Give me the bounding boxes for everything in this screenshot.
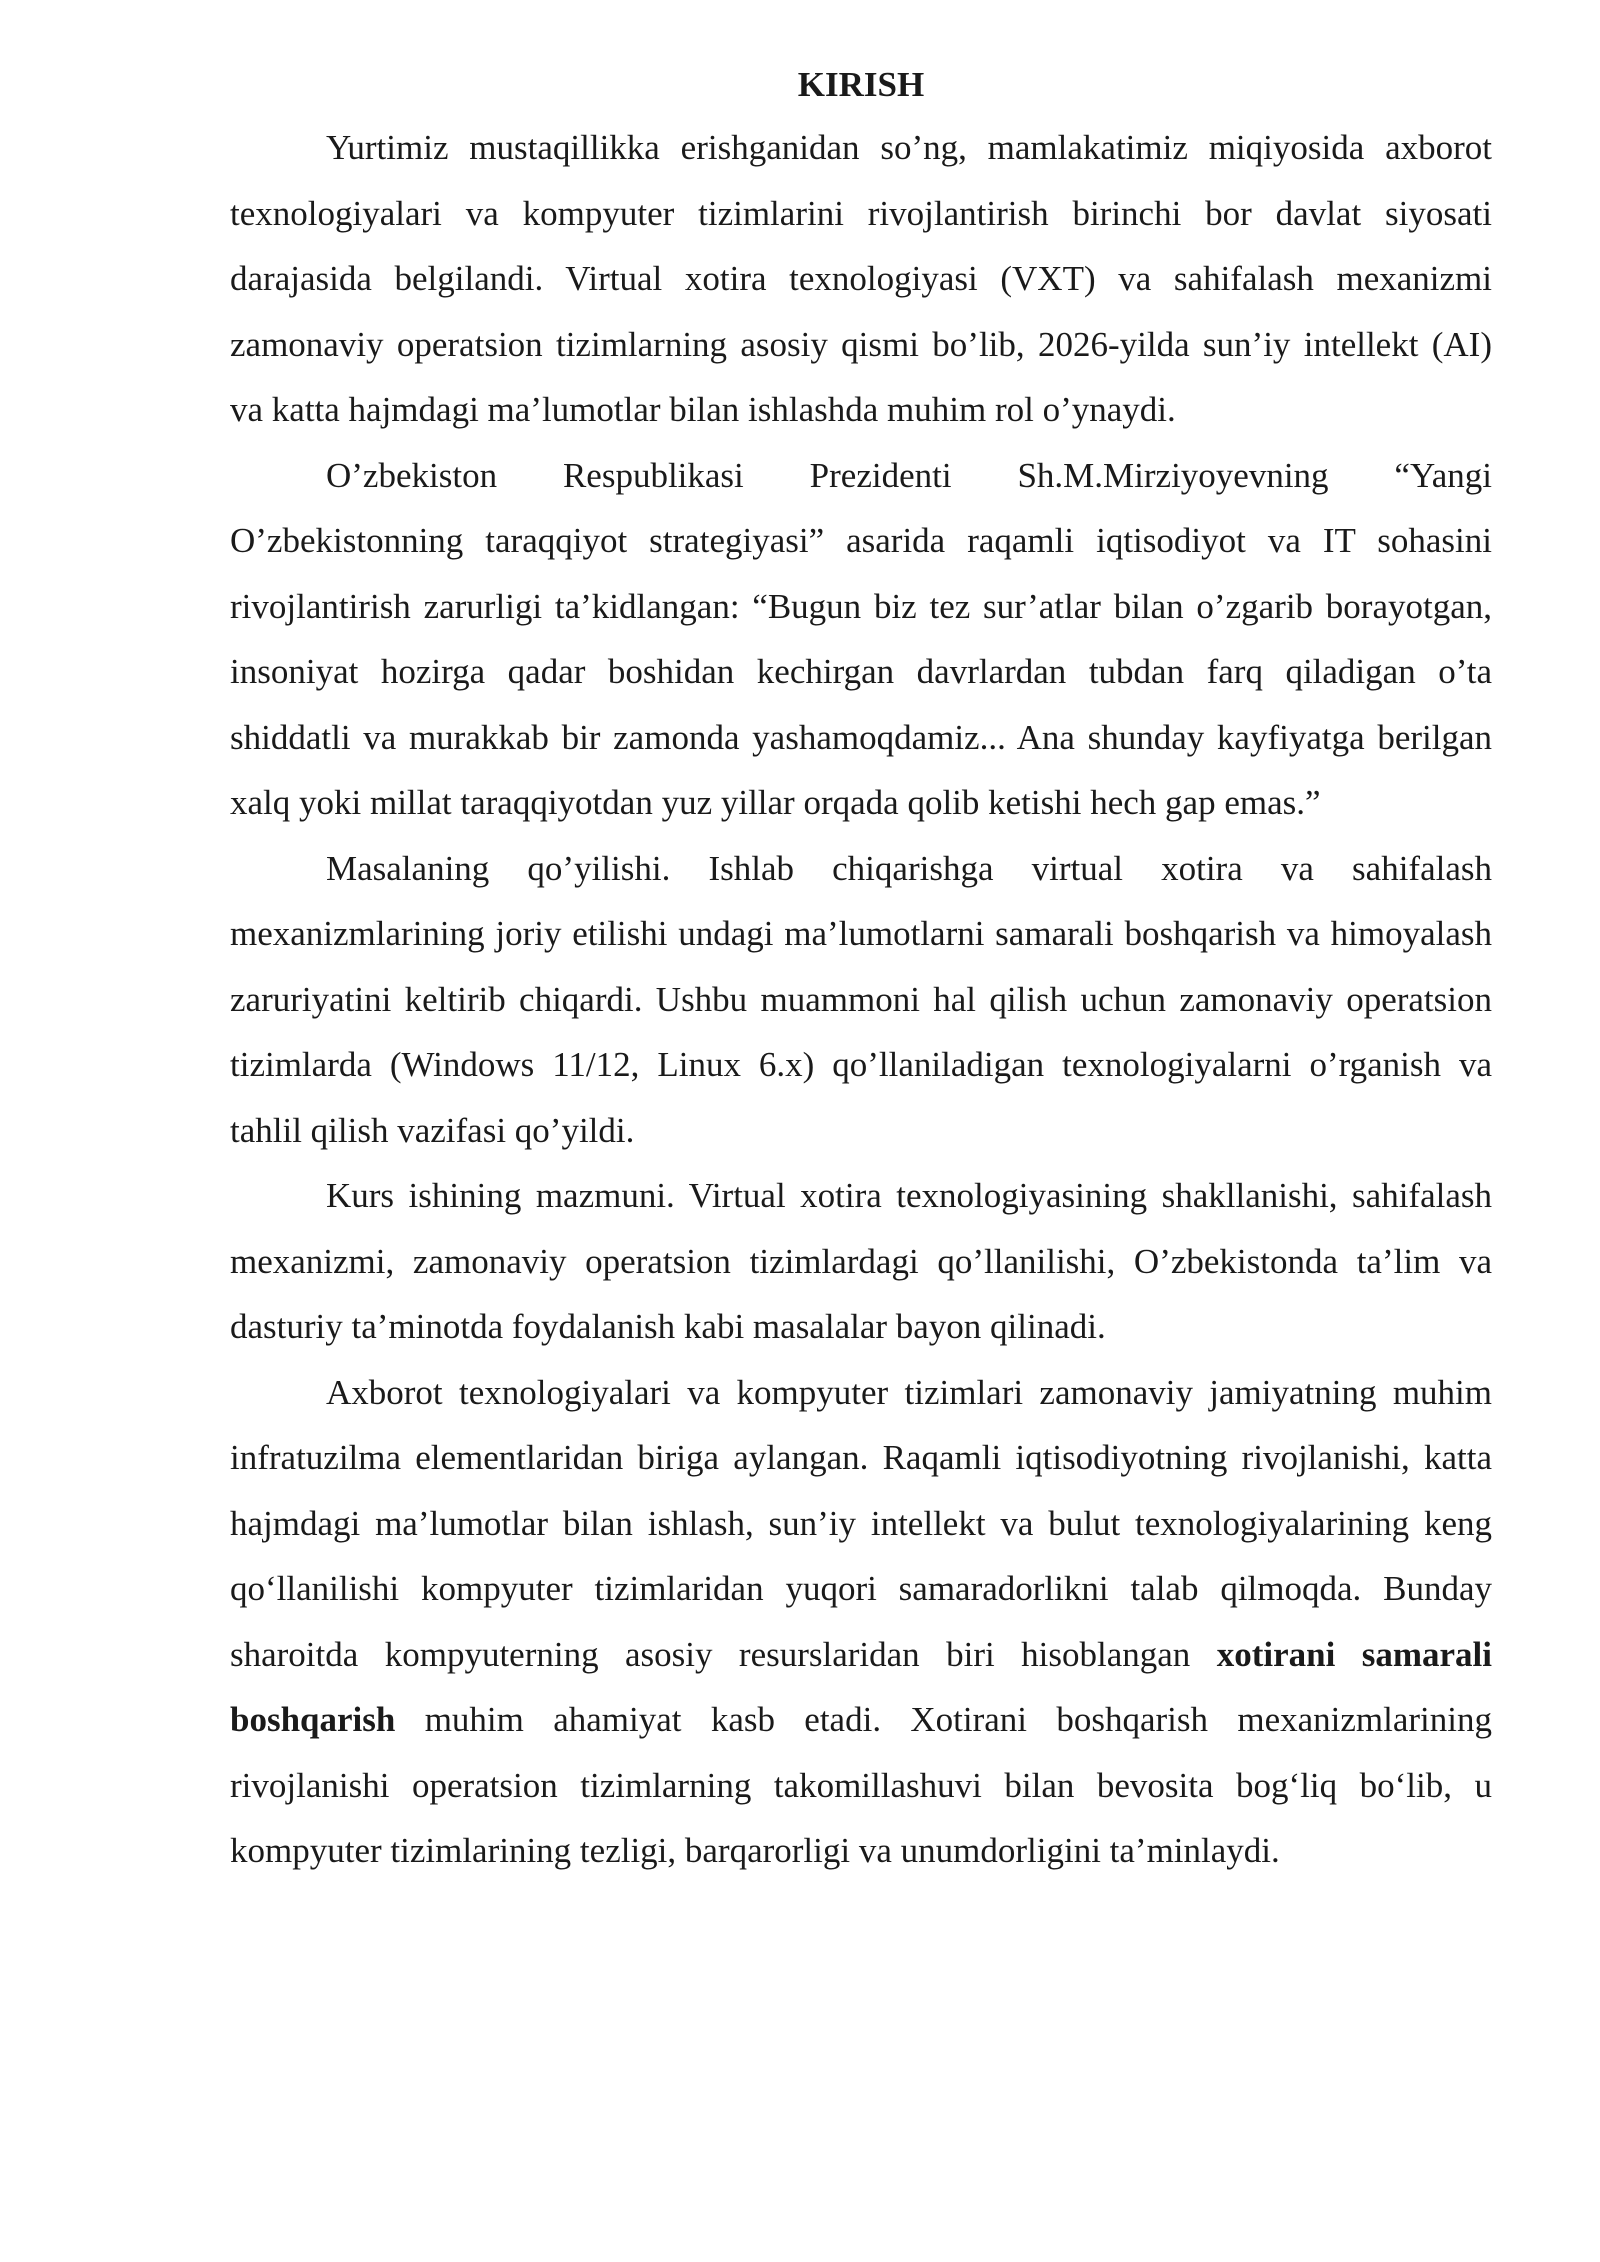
paragraph-president-quote: O’zbekiston Respublikasi Prezidenti Sh.M.Mirziyoyevning “Yangi O’zbekistonning taraqqiyot strategiyasi” asarida raqamli iqtisodiyot va IT sohasini rivojlantirish zarurligi ta’kidlangan: “Bugun biz tez sur’atlar bilan o’zgarib borayotgan, insoniyat hozirga qadar boshidan kechirgan davrlardan tubdan farq qiladigan o’ta shiddatli va murakkab bir zamonda yashamoqdamiz... Ana shunday kayfiyatga berilgan xalq yoki millat taraqqiyotdan yuz yillar orqada qolib ketishi hech gap emas.” bbox=[230, 455, 1492, 822]
paragraph-intro: Yurtimiz mustaqillikka erishganidan so’ng, mamlakatimiz miqiyosida axborot texnologiyalari va kompyuter tizimlarini rivojlantirish birinchi bor davlat siyosati darajasida belgilandi. Virtual xotira texnologiyasi (VXT) va sahifalash mexanizmi zamonaviy operatsion tizimlarning asosiy qismi bo’lib, 2026-yilda sun’iy intellekt (AI) va katta hajmdagi ma’lumotlar bilan ishlashda muhim rol o’ynaydi. bbox=[230, 128, 1492, 429]
paragraph-text-after: muhim ahamiyat kasb etadi. Xotirani boshqarish mexanizmlarining rivojlanishi operatsion tizimlarning takomillashuvi bilan bevosita bog‘liq bo‘lib, u kompyuter tizimlarining tezligi, barqarorligi va unumdorligini ta’minlaydi. bbox=[230, 1700, 1492, 1870]
paragraph-problem-statement: Masalaning qo’yilishi. Ishlab chiqarishga virtual xotira va sahifalash mexanizmlarining joriy etilishi undagi ma’lumotlarni samarali boshqarish va himoyalash zaruriyatini keltirib chiqardi. Ushbu muammoni hal qilish uchun zamonaviy operatsion tizimlarda (Windows 11/12, Linux 6.x) qo’llaniladigan texnologiyalarni o’rganish va tahlil qilish vazifasi qo’yildi. bbox=[230, 848, 1492, 1150]
paragraph-bold-phrase: xotirani samarali boshqarish bbox=[230, 1634, 1492, 1739]
paragraph-memory-management bbox=[230, 1360, 1492, 1884]
document-body bbox=[230, 55, 1492, 1884]
paragraph-course-content: Kurs ishining mazmuni. Virtual xotira texnologiyasining shakllanishi, sahifalash mexanizmi, zamonaviy operatsion tizimlardagi qo’llanilishi, O’zbekistonda ta’lim va dasturiy ta’minotda foydalanish kabi masalalar bayon qilinadi. bbox=[230, 1176, 1492, 1346]
section-title: KIRISH bbox=[797, 65, 925, 104]
paragraph-text-before: Axborot texnologiyalari va kompyuter tizimlari zamonaviy jamiyatning muhim infratuzilma elementlaridan biriga aylangan. Raqamli iqtisodiyotning rivojlanishi, katta hajmdagi ma’lumotlar bilan ishlash, sun’iy intellekt va bulut texnologiyalarining keng qo‘llanilishi kompyuter tizimlaridan yuqori samaradorlikni talab qilmoqda. Bunday sharoitda kompyuterning asosiy resurslaridan biri hisoblangan bbox=[230, 1372, 1492, 1674]
